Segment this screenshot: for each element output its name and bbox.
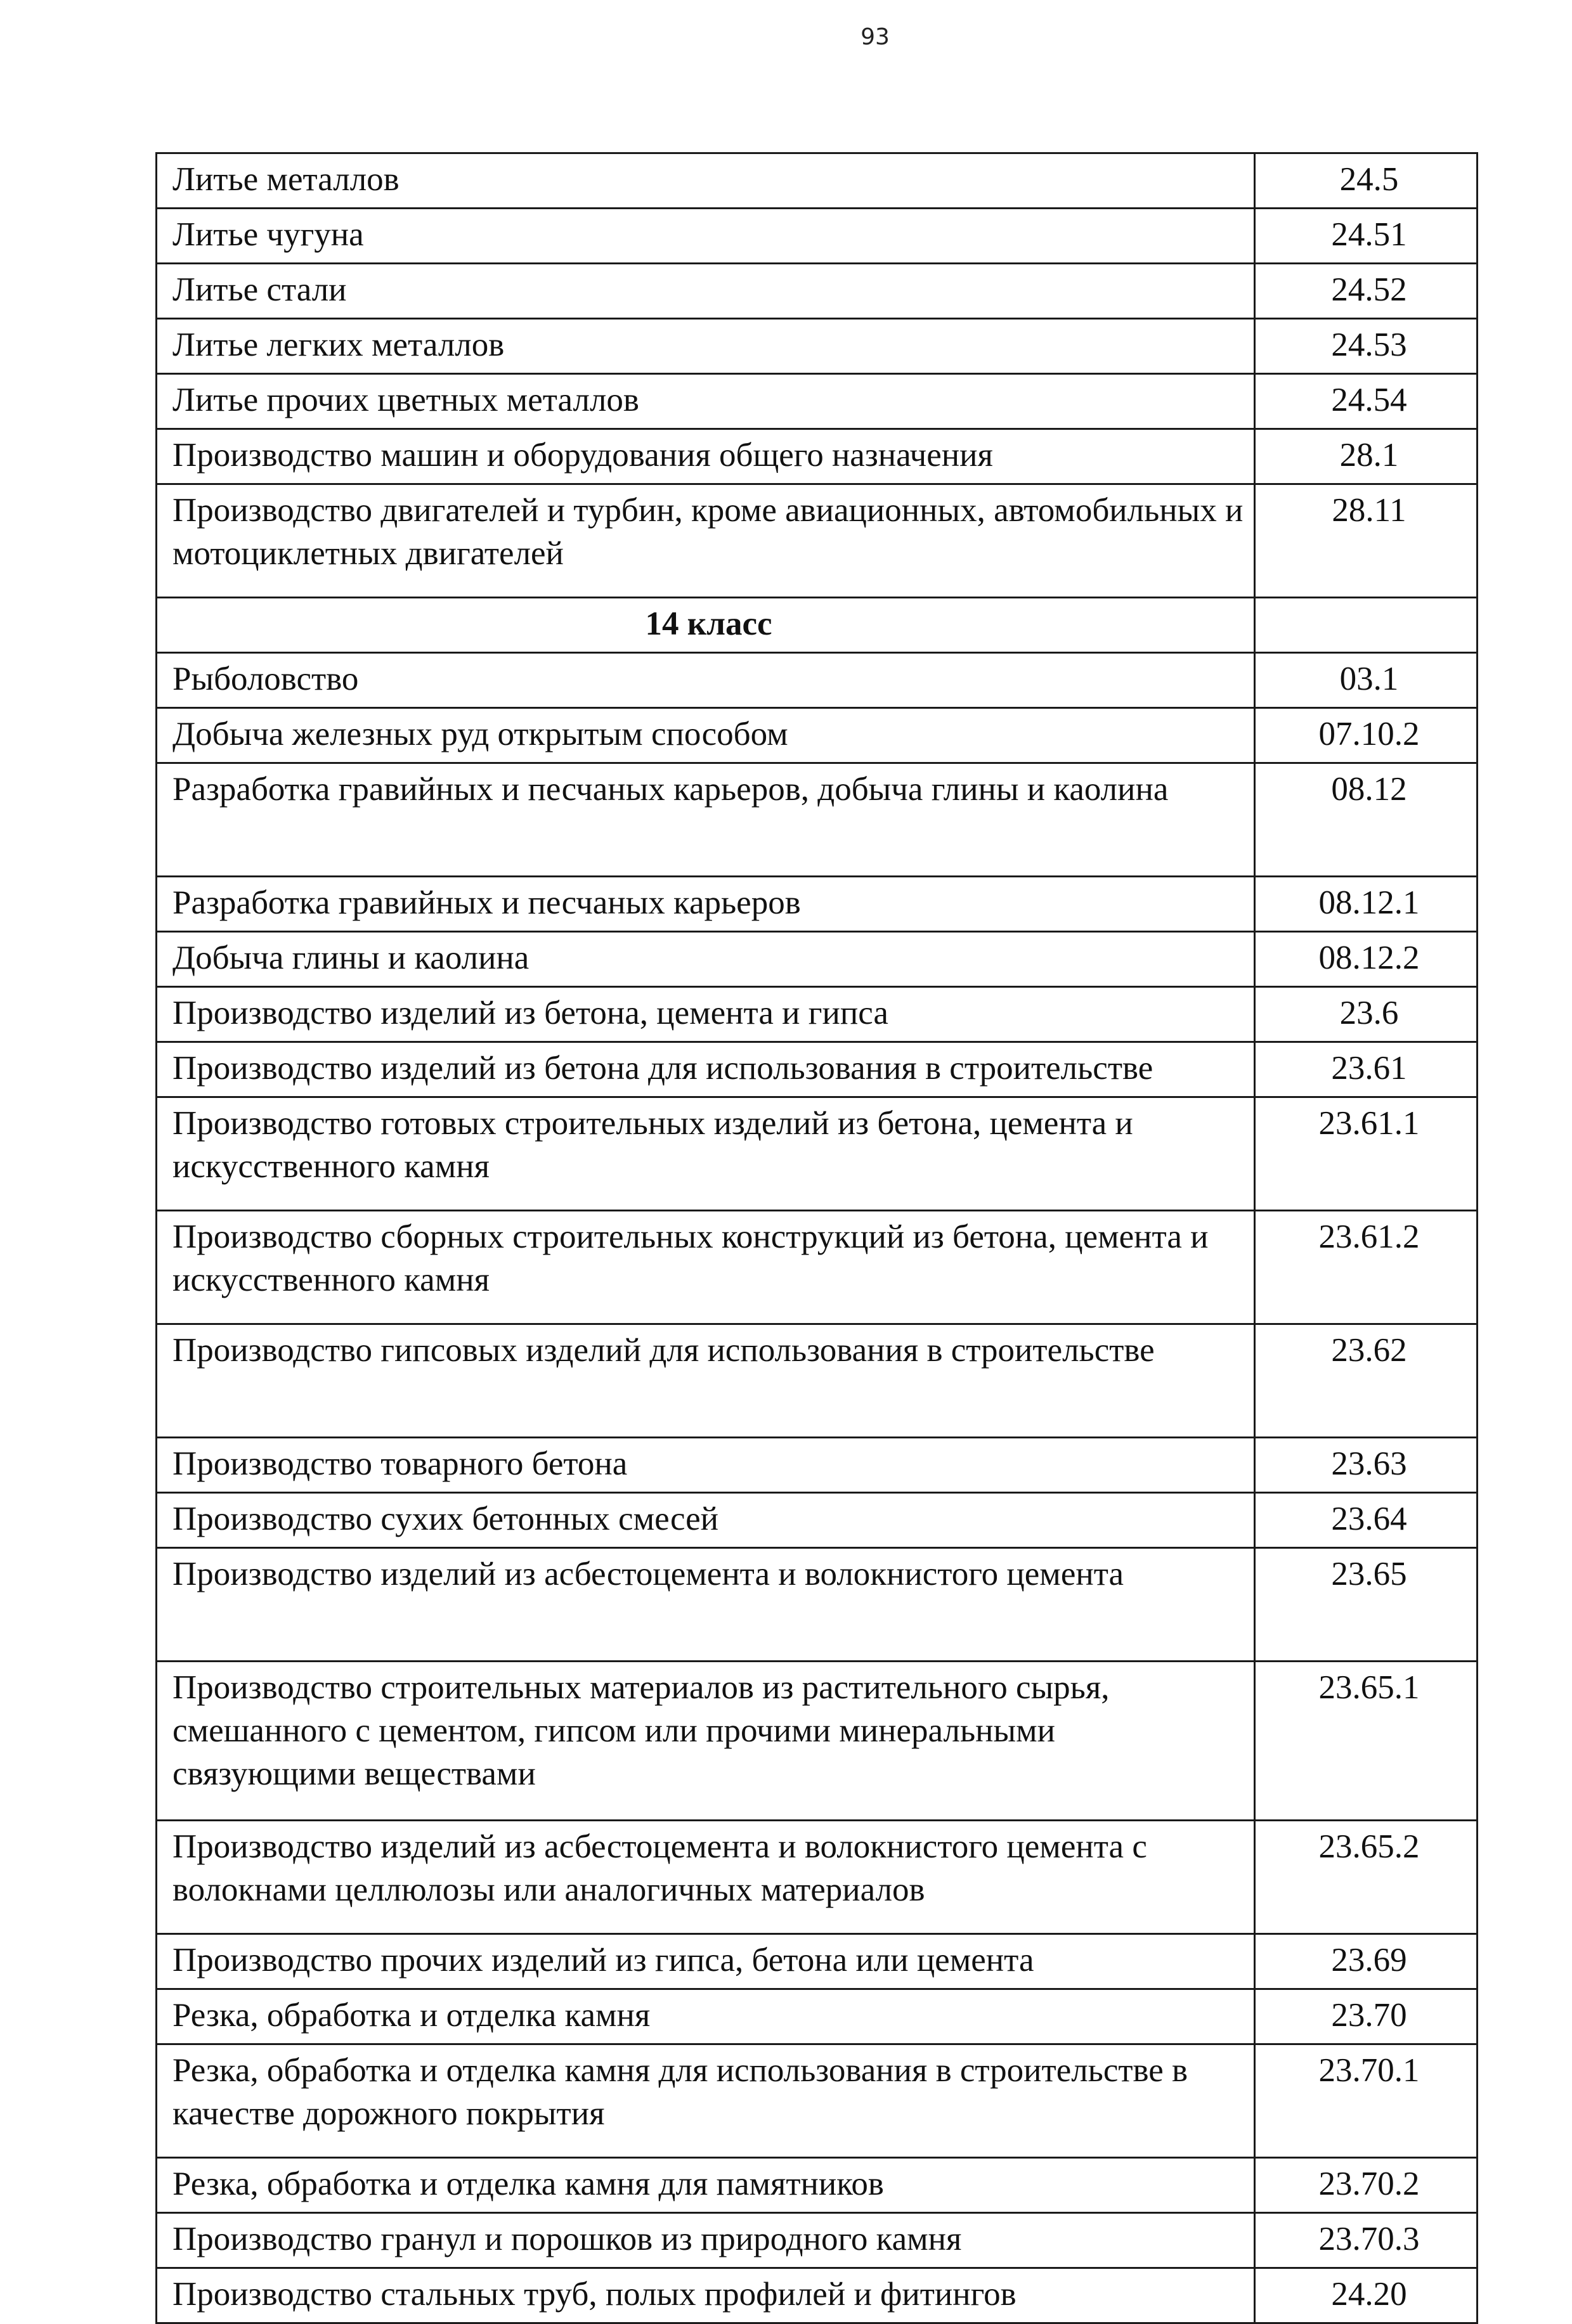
activity-code: 23.69 bbox=[1255, 1934, 1478, 1989]
activity-code: 28.1 bbox=[1255, 429, 1478, 484]
activity-code: 28.11 bbox=[1255, 484, 1478, 598]
activity-name: Рыболовство bbox=[157, 653, 1255, 708]
activity-name: Производство изделий из бетона для использования в строительстве bbox=[157, 1042, 1255, 1097]
table-row bbox=[157, 653, 1478, 708]
activity-code: 23.70.3 bbox=[1255, 2213, 1478, 2268]
page-number: 93 bbox=[861, 24, 890, 50]
activity-code: 23.65.1 bbox=[1255, 1662, 1478, 1821]
activity-code: 23.64 bbox=[1255, 1493, 1478, 1548]
activity-name: Литье легких металлов bbox=[157, 319, 1255, 374]
activity-name: Резка, обработка и отделка камня bbox=[157, 1989, 1255, 2044]
activity-code: 23.63 bbox=[1255, 1438, 1478, 1493]
activity-name: Добыча глины и каолина bbox=[157, 932, 1255, 987]
activity-code: 03.1 bbox=[1255, 653, 1478, 708]
activity-code: 23.70 bbox=[1255, 1989, 1478, 2044]
activity-code: 24.51 bbox=[1255, 209, 1478, 264]
activity-name: Производство гранул и порошков из природного камня bbox=[157, 2213, 1255, 2268]
activity-name: Производство сборных строительных конструкций из бетона, цемента и искусственного камня bbox=[157, 1211, 1255, 1324]
table-row bbox=[157, 1821, 1478, 1934]
activity-name: Литье стали bbox=[157, 264, 1255, 319]
activity-name: Добыча железных руд открытым способом bbox=[157, 708, 1255, 763]
activity-code: 24.54 bbox=[1255, 374, 1478, 429]
activity-code: 23.65 bbox=[1255, 1548, 1478, 1662]
class-header-row bbox=[157, 598, 1478, 653]
activity-name: Производство строительных материалов из растительного сырья, смешанного с цементом, гипсом или прочими минеральными связующими веществами bbox=[157, 1662, 1255, 1821]
activity-code: 23.61.1 bbox=[1255, 1097, 1478, 1211]
table-row bbox=[157, 1042, 1478, 1097]
table-row bbox=[157, 1662, 1478, 1821]
activity-code: 08.12.1 bbox=[1255, 877, 1478, 932]
table-row bbox=[157, 2158, 1478, 2213]
class-heading: 14 класс bbox=[157, 598, 1255, 653]
activity-name: Производство гипсовых изделий для использования в строительстве bbox=[157, 1324, 1255, 1438]
activity-code: 24.52 bbox=[1255, 264, 1478, 319]
table-row bbox=[157, 708, 1478, 763]
table-row bbox=[157, 484, 1478, 598]
activity-name: Производство товарного бетона bbox=[157, 1438, 1255, 1493]
table-row bbox=[157, 932, 1478, 987]
table-row bbox=[157, 374, 1478, 429]
classifier-table bbox=[155, 152, 1478, 2324]
table-row bbox=[157, 1211, 1478, 1324]
table-row bbox=[157, 153, 1478, 209]
activity-code: 23.61.2 bbox=[1255, 1211, 1478, 1324]
activity-code: 24.20 bbox=[1255, 2268, 1478, 2323]
activity-code: 07.10.2 bbox=[1255, 708, 1478, 763]
activity-name: Производство двигателей и турбин, кроме авиационных, автомобильных и мотоциклетных двигателей bbox=[157, 484, 1255, 598]
table-row bbox=[157, 763, 1478, 877]
table-row bbox=[157, 1493, 1478, 1548]
activity-code: 24.5 bbox=[1255, 153, 1478, 209]
activity-code bbox=[1255, 598, 1478, 653]
activity-name: Резка, обработка и отделка камня для памятников bbox=[157, 2158, 1255, 2213]
activity-code: 23.70.1 bbox=[1255, 2044, 1478, 2158]
table-row bbox=[157, 877, 1478, 932]
table-row bbox=[157, 1548, 1478, 1662]
activity-name: Производство изделий из асбестоцемента и волокнистого цемента bbox=[157, 1548, 1255, 1662]
table-row bbox=[157, 987, 1478, 1042]
activity-code: 23.6 bbox=[1255, 987, 1478, 1042]
activity-name: Литье металлов bbox=[157, 153, 1255, 209]
table-row bbox=[157, 1438, 1478, 1493]
activity-name: Резка, обработка и отделка камня для использования в строительстве в качестве дорожного покрытия bbox=[157, 2044, 1255, 2158]
activity-name: Производство стальных труб, полых профилей и фитингов bbox=[157, 2268, 1255, 2323]
activity-name: Литье прочих цветных металлов bbox=[157, 374, 1255, 429]
activity-code: 08.12 bbox=[1255, 763, 1478, 877]
table-row bbox=[157, 2268, 1478, 2323]
activity-name: Разработка гравийных и песчаных карьеров bbox=[157, 877, 1255, 932]
activity-name: Производство готовых строительных изделий из бетона, цемента и искусственного камня bbox=[157, 1097, 1255, 1211]
table-row bbox=[157, 209, 1478, 264]
activity-name: Производство изделий из бетона, цемента и гипса bbox=[157, 987, 1255, 1042]
table-row bbox=[157, 1324, 1478, 1438]
table-row bbox=[157, 1989, 1478, 2044]
table-row bbox=[157, 1934, 1478, 1989]
activity-name: Производство сухих бетонных смесей bbox=[157, 1493, 1255, 1548]
activity-name: Литье чугуна bbox=[157, 209, 1255, 264]
table-row bbox=[157, 1097, 1478, 1211]
table-row bbox=[157, 429, 1478, 484]
activity-code: 23.61 bbox=[1255, 1042, 1478, 1097]
activity-code: 23.65.2 bbox=[1255, 1821, 1478, 1934]
activity-name: Разработка гравийных и песчаных карьеров, добыча глины и каолина bbox=[157, 763, 1255, 877]
activity-name: Производство изделий из асбестоцемента и волокнистого цемента с волокнами целлюлозы или аналогичных материалов bbox=[157, 1821, 1255, 1934]
activity-code: 23.62 bbox=[1255, 1324, 1478, 1438]
activity-name: Производство прочих изделий из гипса, бетона или цемента bbox=[157, 1934, 1255, 1989]
table-row bbox=[157, 264, 1478, 319]
activity-name: Производство машин и оборудования общего назначения bbox=[157, 429, 1255, 484]
activity-code: 08.12.2 bbox=[1255, 932, 1478, 987]
activity-code: 24.53 bbox=[1255, 319, 1478, 374]
activity-code: 23.70.2 bbox=[1255, 2158, 1478, 2213]
table-row bbox=[157, 319, 1478, 374]
table-row bbox=[157, 2213, 1478, 2268]
table-row bbox=[157, 2044, 1478, 2158]
